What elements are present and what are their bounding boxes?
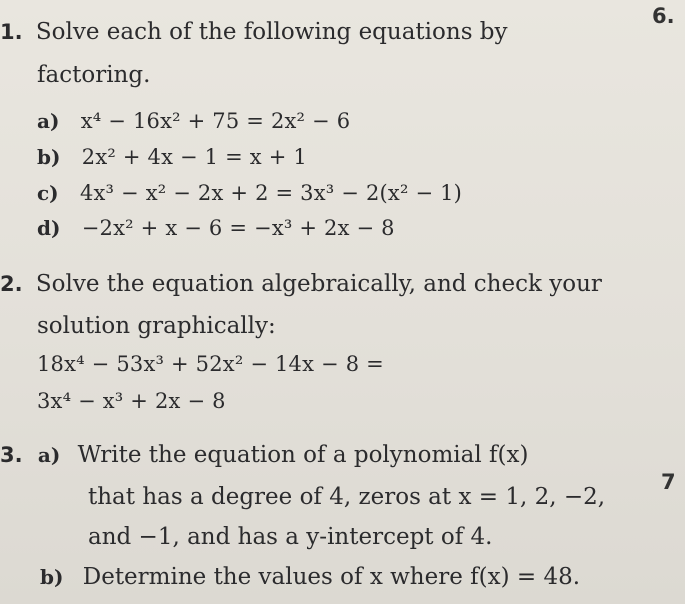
problem-3a-line-3: and −1, and has a y-intercept of 4. [88,524,493,550]
problem-1c-equation: 4x³ − x² − 2x + 2 = 3x³ − 2(x² − 1) [79,181,463,205]
problem-3a-line-2: that has a degree of 4, zeros at x = 1, 2, −2, [88,484,606,510]
problem-2-line-1 [0,270,602,298]
problem-1-text-1: Solve each of the following equations by [35,19,508,45]
problem-1a [37,107,350,135]
problem-3b-text-1: Determine the values of x where f(x) = 48. [82,564,581,590]
problem-1c-label: c) [37,181,59,205]
problem-1c [37,179,462,207]
problem-2-equation-line-2: 3x⁴ − x³ + 2x − 8 [37,389,226,413]
problem-3b-line-1 [40,563,580,591]
problem-1d-equation: −2x² + x − 6 = −x³ + 2x − 8 [81,216,395,240]
problem-3-number: 3. [0,443,23,467]
problem-1b [37,143,307,171]
problem-3a-label: a) [37,443,61,467]
problem-1b-equation: 2x² + 4x − 1 = x + 1 [81,145,307,169]
problem-3b-label: b) [40,565,64,589]
problem-3a-text-1: Write the equation of a polynomial f(x) [77,442,529,468]
problem-1-line-2: factoring. [37,62,151,88]
edge-number-7: 7 [661,470,676,494]
edge-number-6: 6. [652,4,675,28]
problem-1-number: 1. [0,20,23,44]
problem-2-line-2: solution graphically: [37,313,276,339]
problem-1d-label: d) [37,216,61,240]
problem-3a-line-1 [0,441,528,469]
problem-1a-equation [81,109,351,133]
problem-2-equation-line-1: 18x⁴ − 53x³ + 52x² − 14x − 8 = [37,352,384,376]
problem-1a-equation-text: x⁴ − 16x² + 75 = 2x² − 6 [80,109,351,133]
problem-1-line-1 [0,18,508,46]
problem-2-number: 2. [0,272,23,296]
problem-1a-label: a) [37,109,60,133]
problem-1d [37,214,395,242]
problem-1b-label: b) [37,145,61,169]
problem-2-text-1: Solve the equation algebraically, and check your [35,271,602,297]
